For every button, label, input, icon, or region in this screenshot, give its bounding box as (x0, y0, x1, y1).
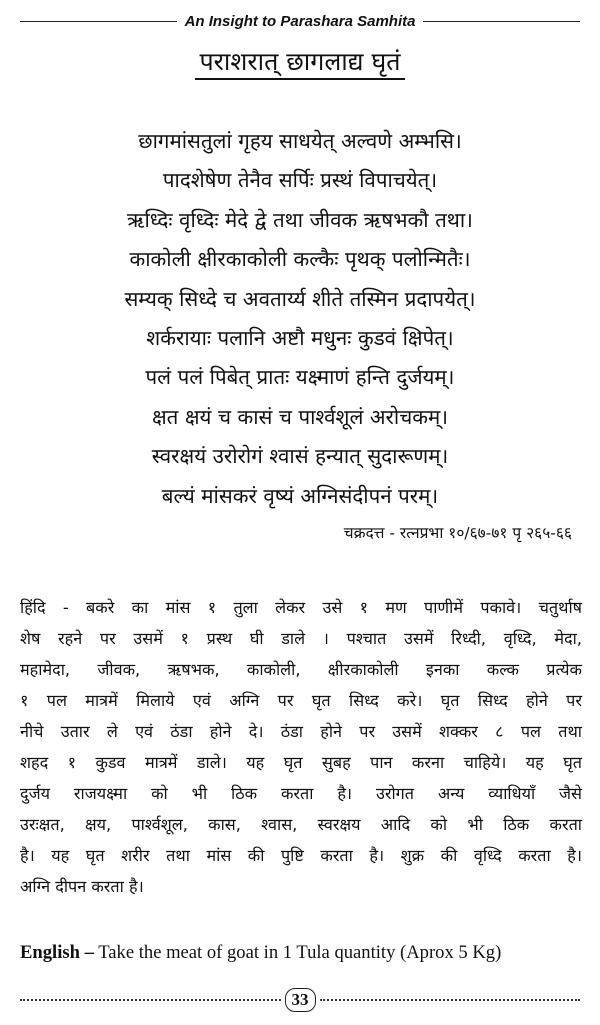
heading-text: पराशरात् छागलाद्य घृतं (195, 47, 404, 80)
english-text: Take the meat of goat in 1 Tula quantity (Aprox 5 Kg) (93, 942, 502, 963)
hindi-line: अग्नि दीपन करता है। (20, 877, 144, 896)
verse-line: काकोली क्षीरकाकोली कल्कैः पृथक् पलोन्मितैः। (129, 247, 471, 272)
verse-source-citation: चक्रदत्त - रत्नप्रभा १०/६७-७१ पृ २६५-६६ (343, 524, 572, 542)
verse-line: छागमांसतुलां गृहय साधयेत् अल्वणे अम्भसि। (138, 129, 462, 153)
verse-line: ऋध्दिः वृध्दिः मेदे द्वे तथा जीवक ऋषभकौ तथा। (127, 207, 473, 232)
hindi-line: महामेदा, जीवक, ऋषभक, काकोली, क्षीरकाकोली इनका कल्क प्रत्येक (20, 660, 582, 679)
verse-line: सम्यक् सिध्दे च अवतार्य्य शीते तस्मिन प्रदापयेत्। (124, 286, 476, 311)
header-rule-right (423, 21, 580, 22)
running-title: An Insight to Parashara Samhita (184, 12, 416, 30)
verse-line: पादशेषेण तेनैव सर्पिः प्रस्थं विपाचयेत्। (162, 168, 438, 193)
page-number: 33 (285, 988, 316, 1012)
hindi-line: १ पल मात्रमें मिलाये एवं अग्नि पर घृत सिध्द करे। घृत सिध्द होने पर (20, 691, 582, 710)
verse-line: बल्यं मांसकरं वृष्यं अग्निसंदीपनं परम्। (161, 483, 439, 508)
hindi-line: हिंदि - बकरे का मांस १ तुला लेकर उसे १ मण पाणीमें पकावे। चतुर्थाष (20, 598, 582, 617)
hindi-line: है। यह घृत शरीर तथा मांस की पुष्टि करता है। शुक्र की वृध्दि करता है। (20, 846, 582, 865)
header-rule-left (20, 21, 177, 22)
english-translation (20, 942, 582, 964)
hindi-line: नीचे उतार ले एवं ठंडा होने दे। ठंडा होने पर उसमें शक्कर ८ पल तथा (20, 722, 582, 741)
hindi-line: शहद १ कुडव मात्रमें डाले। यह घृत सुबह पान करना चाहिये। यह घृत (20, 753, 582, 772)
footer-rule-right (320, 999, 581, 1001)
sanskrit-verses (0, 122, 600, 516)
verse-line: स्वरक्षयं उरोरोगं श्वासं हन्यात् सुदारूणम्। (151, 444, 449, 469)
hindi-line: शेष रहने पर उसमें १ प्रस्थ घी डाले । पश्चात उसमें रिध्दी, वृध्दि, मेदा, (20, 629, 582, 648)
english-label: English – (20, 942, 94, 963)
section-heading (0, 44, 600, 78)
verse-line: पलं पलं पिबेत् प्रातः यक्ष्माणं हन्ति दुर्जयम्। (145, 365, 455, 390)
verse-line: क्षत क्षयं च कासं च पार्श्वशूलं अरोचकम्। (151, 404, 449, 429)
hindi-translation (20, 592, 582, 902)
page-footer (20, 987, 580, 1013)
hindi-line: दुर्जय राजयक्ष्मा को भी ठिक करता है। उरोगत अन्य व्याधियाँ जैसे (20, 784, 582, 803)
verse-line: शर्करायाः पलानि अष्टौ मधुनः कुडवं क्षिपेत्। (146, 325, 454, 350)
running-header (20, 8, 580, 34)
footer-rule-left (20, 999, 281, 1001)
hindi-line: उरःक्षत, क्षय, पार्श्वशूल, कास, श्वास, स्वरक्षय आदि को भी ठिक करता (20, 815, 582, 834)
